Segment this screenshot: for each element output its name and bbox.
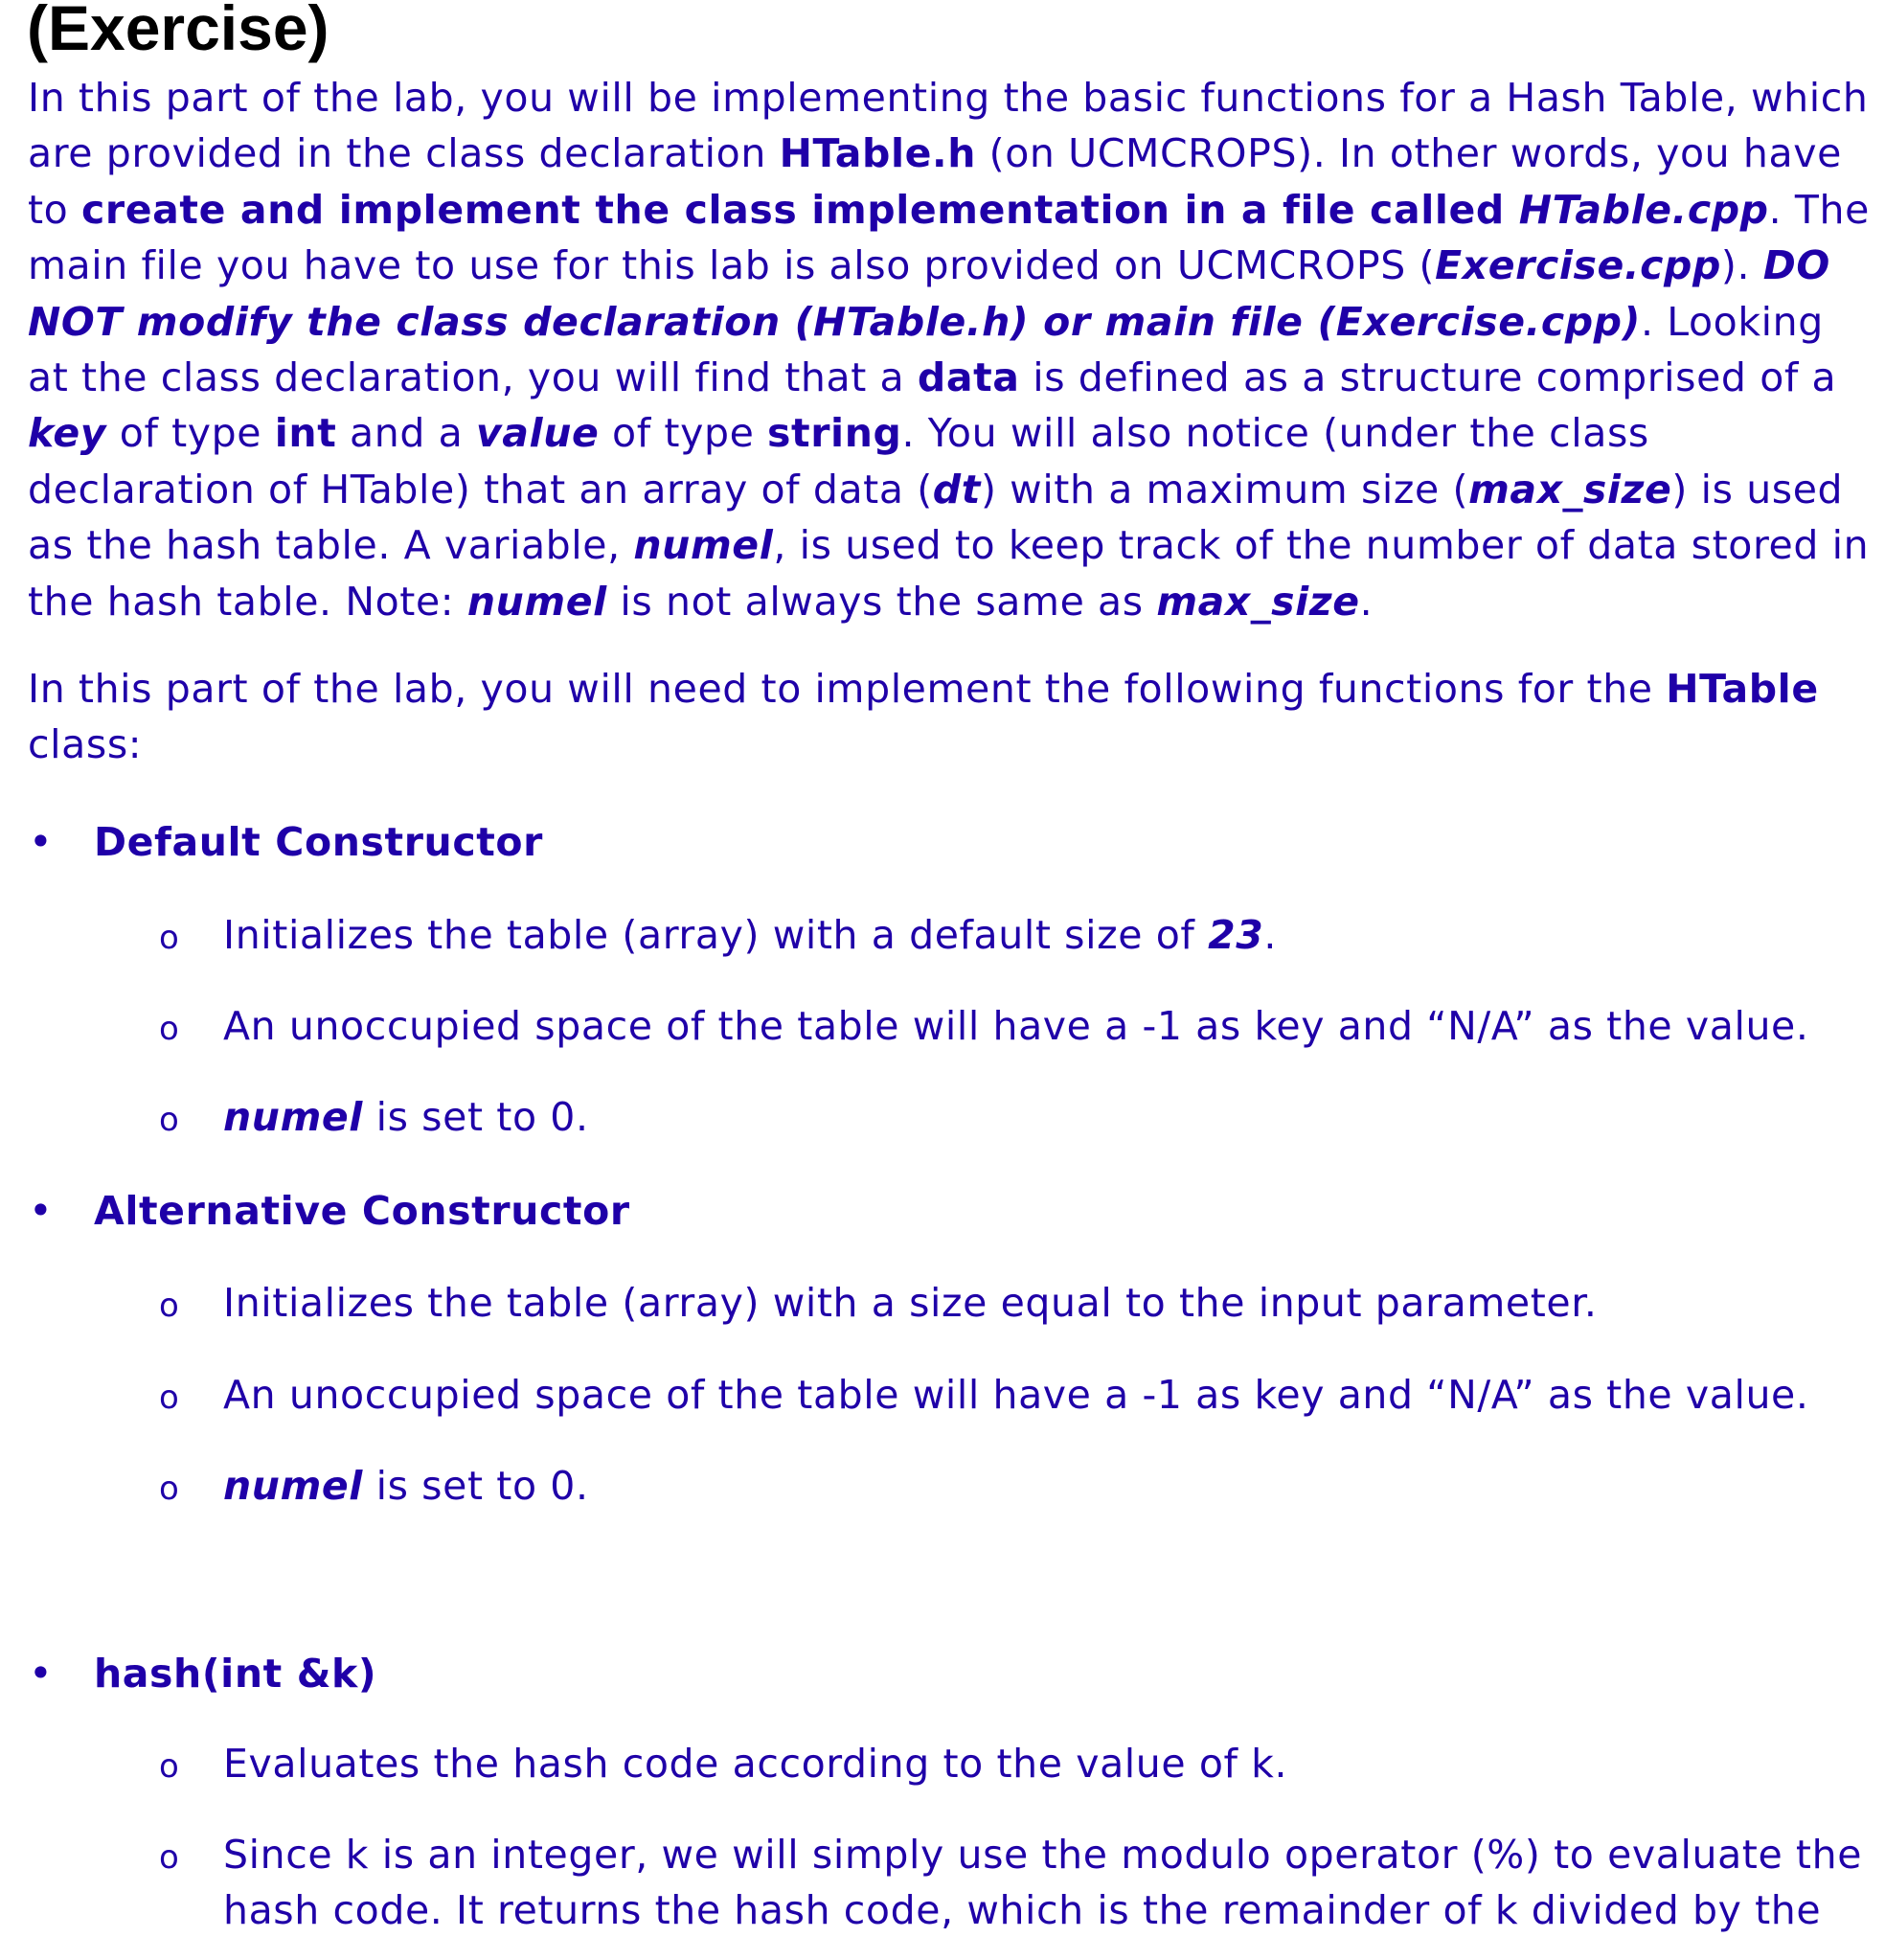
section-label: Default Constructor (94, 819, 544, 865)
text-line (28, 70, 1870, 125)
text-run: ) with a maximum size ( (980, 466, 1469, 513)
text-run: as the hash table. A variable, (28, 522, 634, 569)
emphasis-run: string (767, 410, 902, 457)
list-item (223, 1458, 589, 1514)
text-line (223, 1089, 589, 1145)
emphasis-run: data (917, 354, 1020, 401)
text-run: ) is used (1671, 466, 1844, 513)
text-run: class: (28, 721, 143, 768)
emphasis-run: HTable.h (779, 130, 977, 177)
text-run: main file you have to use for this lab is also provided on UCMCROPS ( (28, 242, 1436, 289)
text-run: to (28, 186, 81, 233)
text-run: the hash table. Note: (28, 578, 467, 625)
emphasis-run: dt (932, 466, 981, 513)
list-item (223, 907, 1277, 963)
list-item (223, 1367, 1809, 1423)
list-item (223, 998, 1809, 1054)
text-line (28, 182, 1870, 238)
text-line (223, 1882, 1862, 1938)
text-run: Initializes the table (array) with a default size of (223, 912, 1209, 958)
sub-bullet-icon: o (159, 1379, 179, 1417)
section-label: hash(int &k) (94, 1651, 377, 1697)
emphasis-run: numel (223, 1094, 363, 1140)
text-line (223, 998, 1809, 1054)
text-run: In this part of the lab, you will need to implement the following functions for the (28, 666, 1667, 712)
emphasis-run: create and implement the class implementation in a file called (81, 186, 1519, 233)
text-line (223, 1367, 1809, 1423)
text-run: . (1263, 912, 1277, 958)
section-label: Alternative Constructor (94, 1188, 630, 1234)
text-run: ). (1720, 242, 1763, 289)
text-run: is defined as a structure comprised of a (1019, 354, 1837, 401)
sub-bullet-icon: o (159, 1101, 179, 1139)
text-run: . (1359, 578, 1374, 625)
text-run: hash code. It returns the hash code, which is the remainder of k divided by the (223, 1887, 1822, 1934)
text-line (28, 517, 1870, 573)
bullet-icon: • (29, 1650, 53, 1697)
text-run: is set to 0. (362, 1463, 589, 1509)
text-line (28, 661, 1819, 717)
emphasis-run: numel (633, 522, 774, 569)
text-line (28, 238, 1870, 293)
sub-bullet-icon: o (159, 1747, 179, 1786)
text-run: of type (106, 410, 275, 457)
text-run: at the class declaration, you will find that a (28, 354, 918, 401)
sub-bullet-icon: o (159, 1838, 179, 1877)
text-run: An unoccupied space of the table will have a -1 as key and “N/A” as the value. (223, 1372, 1809, 1418)
text-run: Evaluates the hash code according to the value of k. (223, 1741, 1288, 1787)
emphasis-run: HTable.cpp (1518, 186, 1769, 233)
text-run: are provided in the class declaration (28, 130, 780, 177)
emphasis-run: numel (223, 1463, 363, 1509)
sub-bullet-icon: o (159, 919, 179, 957)
list-item (223, 1089, 589, 1145)
sub-bullet-icon: o (159, 1010, 179, 1048)
emphasis-run: numel (466, 578, 607, 625)
text-run: and a (336, 410, 476, 457)
emphasis-run: HTable (1666, 666, 1819, 712)
text-line (28, 717, 1819, 772)
emphasis-run: DO (1762, 242, 1830, 289)
bullet-icon: • (29, 1187, 53, 1234)
text-line (223, 1736, 1287, 1791)
text-line (28, 405, 1870, 461)
emphasis-run: value (475, 410, 600, 457)
text-run: . You will also notice (under the class (901, 410, 1649, 457)
emphasis-run: int (274, 410, 337, 457)
emphasis-run: max_size (1468, 466, 1672, 513)
page-title: (Exercise) (27, 0, 329, 63)
text-run: is set to 0. (362, 1094, 589, 1140)
text-run: is not always the same as (606, 578, 1157, 625)
text-line (223, 1827, 1862, 1882)
text-run: (on UCMCROPS). In other words, you have (976, 130, 1842, 177)
text-run: Since k is an integer, we will simply use the modulo operator (%) to evaluate the (223, 1832, 1863, 1878)
text-run: In this part of the lab, you will be implementing the basic functions for a Hash Table, which (28, 75, 1869, 121)
sub-bullet-icon: o (159, 1287, 179, 1325)
text-line (223, 907, 1277, 963)
text-line (28, 462, 1870, 517)
sub-bullet-icon: o (159, 1470, 179, 1508)
emphasis-run: max_size (1156, 578, 1360, 625)
emphasis-run: NOT modify the class declaration (HTable.h) or main file (Exercise.cpp) (28, 298, 1641, 345)
list-item (223, 1827, 1862, 1939)
emphasis-run: 23 (1208, 912, 1264, 958)
text-line (28, 574, 1870, 629)
text-line (223, 1275, 1598, 1331)
emphasis-run: Exercise.cpp (1435, 242, 1721, 289)
bullet-icon: • (29, 818, 53, 865)
text-run: , is used to keep track of the number of data stored in (773, 522, 1870, 569)
functions-intro-paragraph (28, 661, 1819, 773)
text-line (28, 350, 1870, 405)
text-run: . Looking (1640, 298, 1824, 345)
text-run: . The (1768, 186, 1870, 233)
text-run: declaration of HTable) that an array of data ( (28, 466, 933, 513)
text-run: An unoccupied space of the table will have a -1 as key and “N/A” as the value. (223, 1003, 1809, 1049)
list-item (223, 1736, 1287, 1791)
text-line (223, 1458, 589, 1514)
emphasis-run: key (28, 410, 107, 457)
intro-paragraph (28, 70, 1870, 629)
list-item (223, 1275, 1598, 1331)
text-run: of type (599, 410, 768, 457)
text-line (28, 125, 1870, 181)
text-line (28, 294, 1870, 350)
text-run: Initializes the table (array) with a size equal to the input parameter. (223, 1280, 1598, 1326)
